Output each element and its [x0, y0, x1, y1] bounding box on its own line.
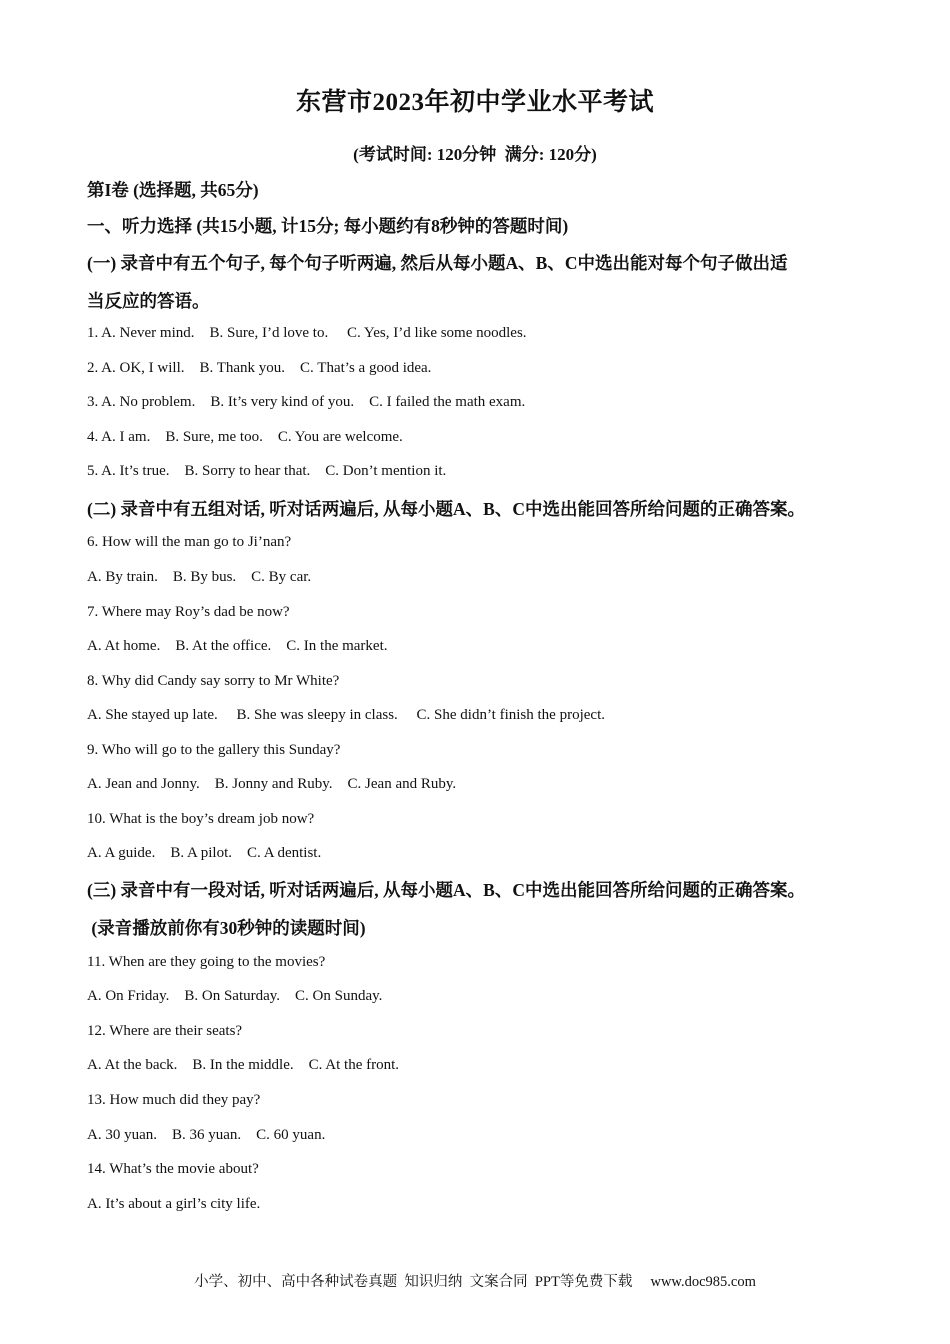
question-7: 7. Where may Roy’s dad be now?: [87, 604, 290, 620]
question-11-options: A. On Friday. B. On Saturday. C. On Sunday.: [87, 988, 383, 1004]
part-heading: 第I卷 (选择题, 共65分): [87, 180, 259, 200]
subsection-heading-3-note: (录音播放前你有30秒钟的读题时间): [87, 918, 366, 938]
section-heading: 一、听力选择 (共15小题, 计15分; 每小题约有8秒钟的答题时间): [87, 216, 569, 236]
question-10-options: A. A guide. B. A pilot. C. A dentist.: [87, 845, 322, 861]
question-1: 1. A. Never mind. B. Sure, I’d love to. C. Yes, I’d like some noodles.: [87, 325, 527, 341]
question-12-options: A. At the back. B. In the middle. C. At the front.: [87, 1057, 400, 1073]
question-9: 9. Who will go to the gallery this Sunday?: [87, 742, 341, 758]
question-10: 10. What is the boy’s dream job now?: [87, 811, 315, 827]
question-12: 12. Where are their seats?: [87, 1023, 243, 1039]
question-14-option-a: A. It’s about a girl’s city life.: [87, 1196, 261, 1212]
page-footer: 小学、初中、高中各种试卷真题 知识归纳 文案合同 PPT等免费下载 www.doc985.com: [194, 1274, 756, 1290]
question-4: 4. A. I am. B. Sure, me too. C. You are welcome.: [87, 429, 403, 445]
question-8-options: A. She stayed up late. B. She was sleepy in class. C. She didn’t finish the project.: [87, 707, 605, 723]
question-6-options: A. By train. B. By bus. C. By car.: [87, 569, 312, 585]
question-2: 2. A. OK, I will. B. Thank you. C. That’s a good idea.: [87, 360, 432, 376]
subsection-heading-1-cont: 当反应的答语。: [87, 291, 210, 311]
question-11: 11. When are they going to the movies?: [87, 954, 326, 970]
subsection-heading-1: (一) 录音中有五个句子, 每个句子听两遍, 然后从每小题A、B、C中选出能对每个句子做出适: [87, 253, 788, 273]
question-13-options: A. 30 yuan. B. 36 yuan. C. 60 yuan.: [87, 1127, 326, 1143]
question-6: 6. How will the man go to Ji’nan?: [87, 534, 292, 550]
page-title: 东营市2023年初中学业水平考试: [295, 89, 654, 116]
subsection-heading-2: (二) 录音中有五组对话, 听对话两遍后, 从每小题A、B、C中选出能回答所给问题的正确答案。: [87, 499, 805, 519]
question-8: 8. Why did Candy say sorry to Mr White?: [87, 673, 340, 689]
subsection-heading-3: (三) 录音中有一段对话, 听对话两遍后, 从每小题A、B、C中选出能回答所给问题的正确答案。: [87, 880, 805, 900]
question-14: 14. What’s the movie about?: [87, 1161, 259, 1177]
exam-info: (考试时间: 120分钟 满分: 120分): [353, 145, 597, 164]
question-7-options: A. At home. B. At the office. C. In the market.: [87, 638, 388, 654]
question-13: 13. How much did they pay?: [87, 1092, 261, 1108]
question-3: 3. A. No problem. B. It’s very kind of you. C. I failed the math exam.: [87, 394, 526, 410]
question-5: 5. A. It’s true. B. Sorry to hear that. C. Don’t mention it.: [87, 463, 447, 479]
question-9-options: A. Jean and Jonny. B. Jonny and Ruby. C. Jean and Ruby.: [87, 776, 457, 792]
